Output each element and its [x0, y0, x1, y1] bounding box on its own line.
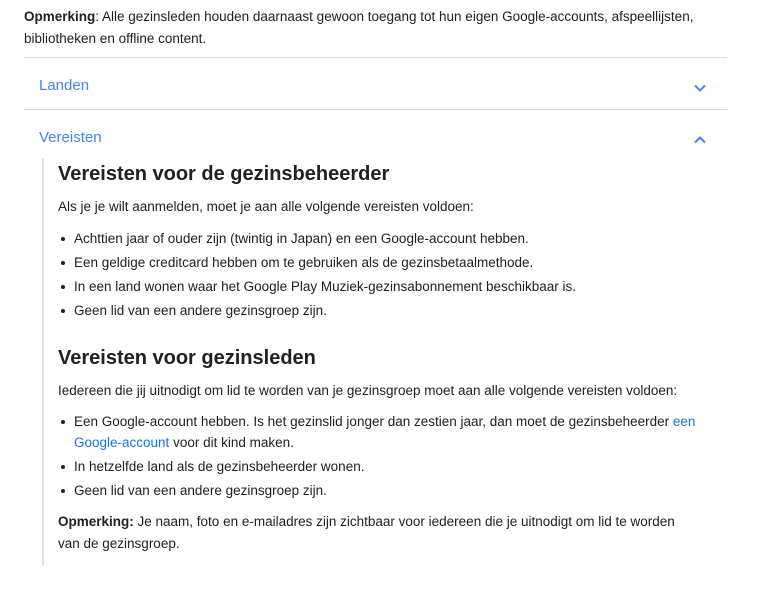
requirements-list-manager	[58, 229, 698, 325]
section-intro-manager: Als je je wilt aanmelden, moet je aan alle volgende vereisten voldoen:	[58, 199, 474, 214]
section-intro-members: Iedereen die jij uitnodigt om lid te worden van je gezinsgroep moet aan alle volgende vereisten voldoen:	[58, 383, 678, 398]
section-heading-manager: Vereisten voor de gezinsbeheerder	[58, 163, 390, 185]
list-item: Een geldige creditcard hebben om te gebruiken als de gezinsbetaalmethode.	[58, 253, 698, 274]
top-note	[24, 6, 724, 50]
chevron-up-icon	[693, 133, 707, 147]
bottom-note-text: Je naam, foto en e-mailadres zijn zichtbaar voor iedereen die je uitnodigt om lid te worden van de gezinsgroep.	[58, 514, 675, 551]
accordion-divider	[24, 109, 727, 110]
top-note-text: : Alle gezinsleden houden daarnaast gewoon toegang tot hun eigen Google-accounts, afspeellijsten, bibliotheken en offline content.	[24, 9, 694, 46]
list-item: Geen lid van een andere gezinsgroep zijn.	[58, 301, 698, 322]
chevron-down-icon	[693, 81, 707, 95]
accordion-divider	[24, 57, 727, 58]
list-item-text: voor dit kind maken.	[169, 434, 294, 450]
bottom-note-label: Opmerking:	[58, 514, 134, 529]
accordion-header-vereisten[interactable]	[24, 112, 727, 162]
list-item: In een land wonen waar het Google Play Muziek-gezinsabonnement beschikbaar is.	[58, 277, 698, 298]
list-item-text: Een Google-account hebben. Is het gezinslid jonger dan zestien jaar, dan moet de gezinsbeheerder	[74, 414, 673, 429]
list-item	[58, 412, 698, 453]
accordion-title-vereisten: Vereisten	[39, 129, 102, 146]
accordion-title-landen: Landen	[39, 77, 90, 94]
accordion-panel-vereisten	[42, 158, 704, 565]
list-item: Geen lid van een andere gezinsgroep zijn.	[58, 481, 698, 502]
top-note-label: Opmerking	[24, 9, 96, 24]
bottom-note	[58, 511, 698, 555]
accordion-header-landen[interactable]	[24, 60, 727, 110]
list-item: In hetzelfde land als de gezinsbeheerder wonen.	[58, 457, 698, 478]
list-item: Achttien jaar of ouder zijn (twintig in Japan) en een Google-account hebben.	[58, 229, 698, 250]
section-heading-members: Vereisten voor gezinsleden	[58, 347, 316, 369]
google-account-link[interactable]: een Google-account	[74, 414, 696, 450]
requirements-list-members	[58, 412, 698, 505]
